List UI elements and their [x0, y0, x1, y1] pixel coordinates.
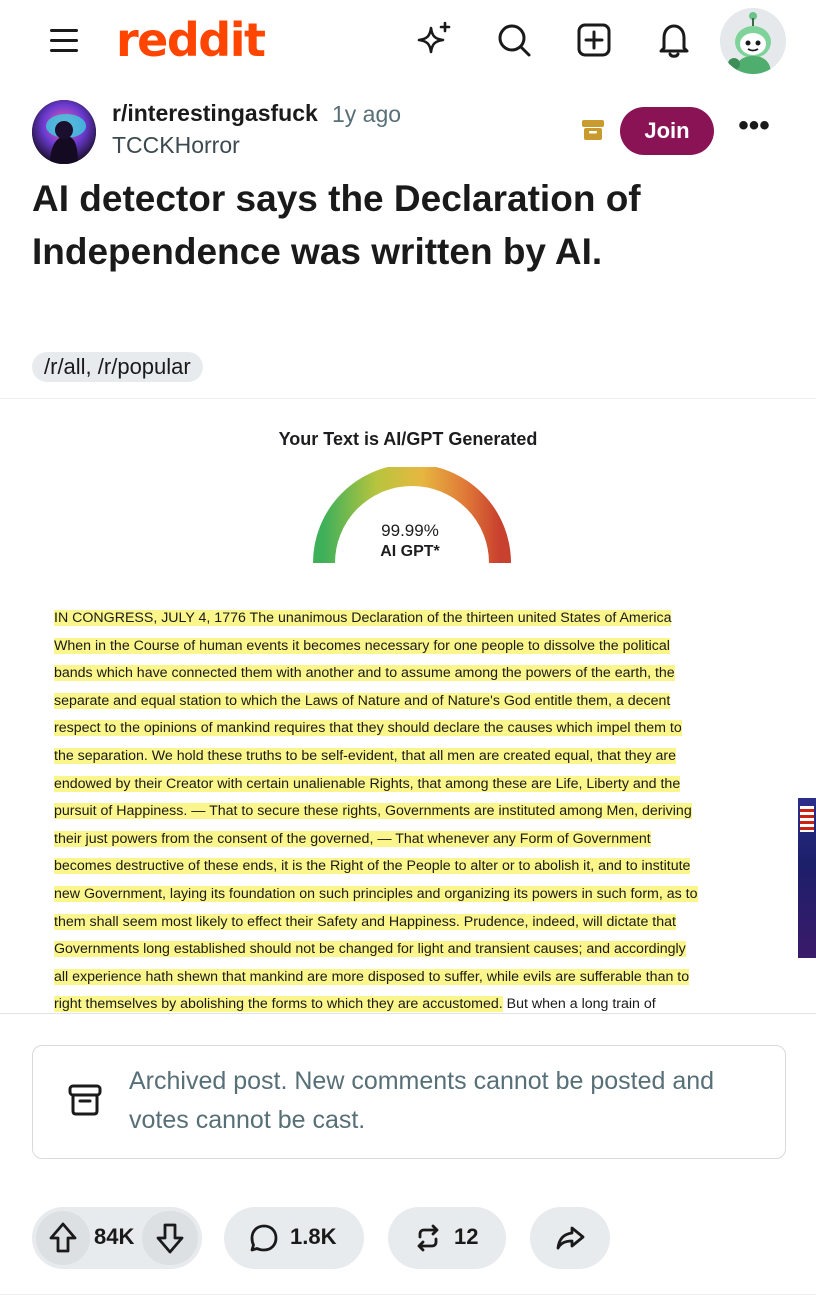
upvote-icon [36, 1211, 90, 1265]
highlighted-text-line: them shall seem most likely to effect their Safety and Happiness. Prudence, indeed, will dictate that [54, 913, 676, 930]
detected-text [54, 605, 774, 1014]
subreddit-name[interactable]: r/interestingasfuck [112, 100, 318, 126]
archived-message: Archived post. New comments cannot be posted and votes cannot be cast. [129, 1067, 715, 1134]
share-button[interactable] [530, 1207, 610, 1269]
menu-icon[interactable] [44, 22, 84, 58]
highlighted-text-line: their just powers from the consent of the governed, — That whenever any Form of Government [54, 830, 651, 847]
highlighted-text-line: becomes destructive of these ends, it is the Right of the People to alter or to abolish it, and to institute [54, 858, 691, 875]
unhighlighted-text: But when a long train of [502, 996, 656, 1013]
search-icon[interactable] [494, 20, 534, 60]
post-flair: /r/all, /r/popular [32, 352, 203, 382]
highlighted-text-line: separate and equal station to which the Laws of Nature and of Nature's God entitle them, a decent [54, 692, 671, 709]
highlighted-text-line: Governments long established should not be changed for light and transient causes; and accordingly [54, 941, 686, 958]
archive-icon [580, 118, 606, 142]
notifications-bell-icon[interactable] [654, 20, 694, 60]
highlighted-text-line: pursuit of Happiness. — That to secure these rights, Governments are instituted among Men, deriving [54, 803, 692, 820]
comment-count: 1.8K [290, 1224, 337, 1249]
subreddit-avatar[interactable] [32, 100, 96, 164]
archived-notice [32, 1045, 786, 1159]
adjacent-media-edge[interactable] [798, 798, 816, 958]
gauge-label: AI GPT* [380, 543, 440, 560]
reddit-logo[interactable]: reddit [116, 13, 265, 67]
divider [0, 1294, 816, 1295]
ai-sparkle-icon[interactable] [414, 20, 454, 60]
author-name[interactable]: TCCKHorror [112, 132, 240, 158]
crosspost-button[interactable] [388, 1207, 506, 1269]
more-options-icon[interactable]: ••• [738, 109, 770, 142]
create-post-icon[interactable] [574, 20, 614, 60]
downvote-button[interactable] [142, 1211, 198, 1265]
crosspost-icon [412, 1222, 444, 1254]
upvote-button[interactable] [36, 1211, 90, 1265]
post-image[interactable] [0, 398, 816, 1014]
post-age: 1y ago [332, 101, 402, 127]
crosspost-count: 12 [454, 1224, 479, 1249]
vote-group [32, 1207, 202, 1269]
post-title[interactable]: AI detector says the Declaration of Independence was written by AI. [32, 178, 641, 272]
share-icon [554, 1222, 586, 1254]
highlighted-text-line: IN CONGRESS, JULY 4, 1776 The unanimous Declaration of the thirteen united States of America [54, 610, 672, 626]
top-bar [0, 0, 816, 86]
gauge-value: 99.99% [381, 521, 439, 540]
user-avatar[interactable] [720, 8, 786, 74]
result-title: Your Text is AI/GPT Generated [278, 429, 538, 449]
action-bar [0, 1207, 816, 1269]
highlighted-text-line: endowed by their Creator with certain unalienable Rights, that among these are Life, Liberty and the [54, 775, 681, 792]
vote-count: 84K [94, 1224, 135, 1249]
highlighted-text-line: bands which have connected them with another and to assume among the powers of the earth, the [54, 665, 675, 682]
highlighted-text-line: the separation. We hold these truths to be self-evident, that all men are created equal, that they are [54, 747, 676, 764]
comments-button[interactable] [224, 1207, 364, 1269]
highlighted-text-line: right themselves by abolishing the forms to which they are accustomed. [54, 996, 503, 1013]
comment-icon [248, 1222, 280, 1254]
join-button[interactable]: Join [620, 107, 714, 155]
highlighted-text-line: respect to the opinions of mankind requires that they should declare the causes which impel them to [54, 720, 682, 737]
highlighted-text-line: new Government, laying its foundation on such principles and organizing its powers in such form, as to [54, 885, 698, 902]
highlighted-text-line: When in the Course of human events it becomes necessary for one people to dissolve the political [54, 637, 670, 654]
archive-box-icon [67, 1082, 103, 1118]
highlighted-text-line: all experience hath shewn that mankind are more disposed to suffer, while evils are sufferable than to [54, 968, 690, 985]
downvote-icon [142, 1211, 198, 1265]
